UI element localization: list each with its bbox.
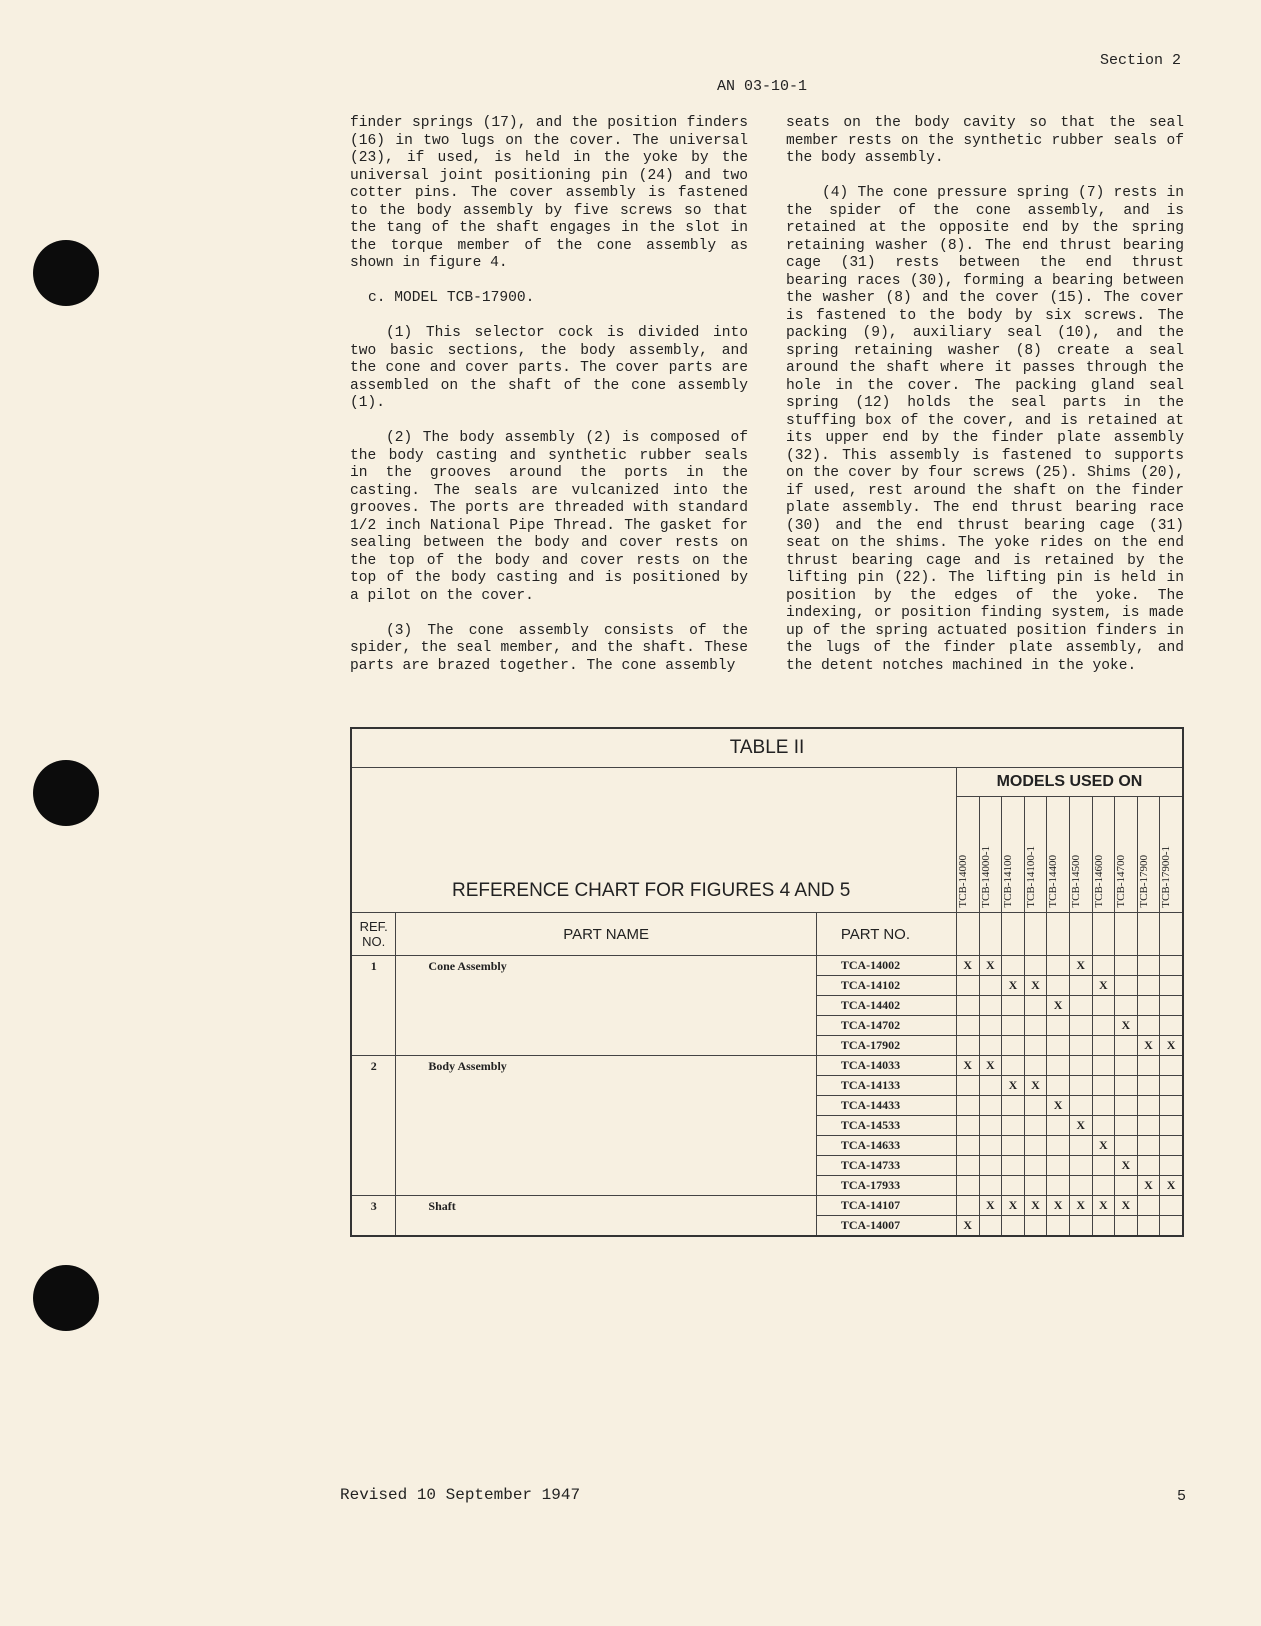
usage-cell <box>1092 976 1115 996</box>
usage-cell <box>1002 976 1025 996</box>
usage-cell <box>956 996 979 1016</box>
usage-cell <box>1137 1056 1160 1076</box>
usage-cell <box>956 1076 979 1096</box>
usage-cell <box>1092 1056 1115 1076</box>
usage-cell <box>1024 1136 1047 1156</box>
usage-cell <box>1024 1156 1047 1176</box>
usage-cell <box>1069 1016 1092 1036</box>
usage-mark: X <box>1144 1178 1153 1192</box>
usage-cell <box>1160 1116 1183 1136</box>
usage-cell <box>1115 1036 1138 1056</box>
usage-mark: X <box>1121 1198 1131 1212</box>
usage-cell <box>1002 1156 1025 1176</box>
usage-cell <box>1047 1096 1070 1116</box>
model-column-header: TCB-14700 <box>1115 855 1128 908</box>
usage-cell <box>1160 1096 1183 1116</box>
binder-hole <box>33 760 99 826</box>
usage-cell <box>1047 1196 1070 1216</box>
usage-cell <box>1137 1036 1160 1056</box>
binder-hole <box>33 240 99 306</box>
usage-mark: X <box>1098 1138 1108 1152</box>
usage-cell <box>1137 1156 1160 1176</box>
model-column-header: TCB-17900 <box>1137 855 1150 908</box>
usage-cell <box>956 956 979 976</box>
usage-cell <box>1115 1156 1138 1176</box>
usage-cell <box>1002 1136 1025 1156</box>
usage-cell <box>1002 1036 1025 1056</box>
part-name: Cone Assembly <box>396 956 816 1056</box>
usage-mark: X <box>1076 1118 1086 1132</box>
usage-cell <box>1024 1216 1047 1237</box>
left-column <box>350 115 748 693</box>
ref-number: 3 <box>351 1196 396 1237</box>
paragraph: (1) This selector cock is divided into two basic sections, the body assembly, and the cone and cover parts. The cover parts are assembled on the shaft of the cone assembly (1). <box>350 325 748 411</box>
usage-cell <box>1115 976 1138 996</box>
usage-cell <box>1115 1216 1138 1237</box>
usage-cell <box>1115 1016 1138 1036</box>
right-column <box>786 115 1184 693</box>
usage-cell <box>1047 996 1070 1016</box>
usage-mark: X <box>963 1218 973 1232</box>
model-column-header: TCB-14600 <box>1092 855 1105 908</box>
model-column-header: TCB-17900-1 <box>1160 846 1173 908</box>
usage-cell <box>1024 1056 1047 1076</box>
usage-cell <box>956 1196 979 1216</box>
usage-cell <box>1115 1136 1138 1156</box>
part-name: Shaft <box>396 1196 816 1237</box>
usage-cell <box>1115 1176 1138 1196</box>
paragraph: (4) The cone pressure spring (7) rests in the spider of the cone assembly, and is retained at the opposite end by the spring retaining washer (8). The end thrust bearing cage (31) rests between the end thrust bearing races (30), forming a bearing between the washer (8) and the cover (15). The cover is fastened to the body by six screws. The packing (9), auxiliary seal (10), and the spring retaining washer (8) create a seal around the shaft where it passes through the hole in the cover. The packing gland seal spring (12) holds the seal parts in the stuffing box of the cover, and is retained at its upper end by the finder plate assembly (32). This assembly is fastened to supports on the cover by four screws (25). Shims (20), if used, rest around the shaft on the finder plate assembly. The end thrust bearing race (30) and the end thrust bearing cage (31) seat on the shims. The yoke rides on the end thrust bearing cage and is retained by the lifting pin (22). The lifting pin is held in position by the edges of the yoke. The indexing, or position finding system, is made up of the spring actuated position finders in the lugs of the finder plate assembly, and the detent notches machined in the yoke. <box>786 185 1184 674</box>
usage-cell <box>1092 996 1115 1016</box>
usage-cell <box>979 1056 1002 1076</box>
usage-cell <box>979 1036 1002 1056</box>
usage-cell <box>1092 1176 1115 1196</box>
usage-mark: X <box>1098 1198 1108 1212</box>
table-row <box>351 1196 1183 1216</box>
binder-hole <box>33 1265 99 1331</box>
usage-cell <box>1160 956 1183 976</box>
usage-cell <box>1002 1176 1025 1196</box>
usage-cell <box>1069 976 1092 996</box>
usage-cell <box>979 976 1002 996</box>
usage-cell <box>1092 1116 1115 1136</box>
usage-cell <box>1047 1156 1070 1176</box>
usage-cell <box>1024 1176 1047 1196</box>
usage-cell <box>1002 1056 1025 1076</box>
ref-number: 2 <box>351 1056 396 1196</box>
col-part-header: PART NO. <box>816 913 956 956</box>
usage-cell <box>1115 1076 1138 1096</box>
usage-mark: X <box>1098 978 1108 992</box>
part-number: TCA-14733 <box>816 1156 956 1176</box>
usage-cell <box>1024 1016 1047 1036</box>
part-number: TCA-17902 <box>816 1036 956 1056</box>
usage-cell <box>979 1216 1002 1237</box>
usage-cell <box>979 1136 1002 1156</box>
usage-cell <box>1092 1016 1115 1036</box>
usage-cell <box>1047 1036 1070 1056</box>
usage-cell <box>1160 1136 1183 1156</box>
usage-mark: X <box>1031 1078 1040 1092</box>
usage-mark: X <box>963 958 973 972</box>
table-subtitle: REFERENCE CHART FOR FIGURES 4 AND 5 <box>351 768 956 913</box>
section-label: Section 2 <box>1100 52 1182 69</box>
usage-mark: X <box>1144 1038 1153 1052</box>
usage-cell <box>1092 956 1115 976</box>
usage-cell <box>979 956 1002 976</box>
usage-mark: X <box>1121 1018 1131 1032</box>
part-number: TCA-17933 <box>816 1176 956 1196</box>
usage-cell <box>1047 976 1070 996</box>
usage-cell <box>956 976 979 996</box>
model-column-header: TCB-14000-1 <box>979 846 992 908</box>
usage-cell <box>1160 1216 1183 1237</box>
usage-cell <box>1069 1076 1092 1096</box>
usage-cell <box>1024 1076 1047 1096</box>
usage-cell <box>956 1056 979 1076</box>
usage-cell <box>1069 1176 1092 1196</box>
usage-cell <box>979 1116 1002 1136</box>
col-name-header: PART NAME <box>396 913 816 956</box>
usage-cell <box>956 1116 979 1136</box>
table-row <box>351 1056 1183 1076</box>
usage-cell <box>1092 1096 1115 1116</box>
usage-cell <box>1024 956 1047 976</box>
usage-mark: X <box>1008 978 1018 992</box>
model-column-header: TCB-14000 <box>956 855 969 908</box>
usage-cell <box>1002 1096 1025 1116</box>
revision-date: Revised 10 September 1947 <box>340 1486 581 1504</box>
usage-cell <box>1047 1016 1070 1036</box>
usage-cell <box>1137 996 1160 1016</box>
usage-cell <box>1069 1156 1092 1176</box>
usage-cell <box>1137 1016 1160 1036</box>
col-ref-header: REF. NO. <box>351 913 396 956</box>
usage-cell <box>1115 1096 1138 1116</box>
page-number: 5 <box>1177 1488 1187 1505</box>
model-column-header: TCB-14500 <box>1069 855 1082 908</box>
usage-cell <box>1160 1176 1183 1196</box>
usage-cell <box>956 1156 979 1176</box>
usage-mark: X <box>985 958 995 972</box>
usage-cell <box>956 1176 979 1196</box>
usage-cell <box>1002 956 1025 976</box>
usage-cell <box>1160 1156 1183 1176</box>
usage-cell <box>1160 1196 1183 1216</box>
usage-mark: X <box>1008 1198 1018 1212</box>
part-number: TCA-14533 <box>816 1116 956 1136</box>
usage-cell <box>1024 996 1047 1016</box>
usage-cell <box>1137 1076 1160 1096</box>
usage-cell <box>1137 976 1160 996</box>
usage-cell <box>1002 1116 1025 1136</box>
usage-cell <box>1002 1196 1025 1216</box>
usage-cell <box>1115 1056 1138 1076</box>
part-number: TCA-14107 <box>816 1196 956 1216</box>
usage-cell <box>1069 1056 1092 1076</box>
usage-cell <box>1160 1016 1183 1036</box>
usage-cell <box>1024 1036 1047 1056</box>
usage-cell <box>1047 1136 1070 1156</box>
usage-cell <box>1069 1036 1092 1056</box>
usage-cell <box>979 1016 1002 1036</box>
usage-cell <box>1002 1016 1025 1036</box>
usage-cell <box>1160 996 1183 1016</box>
usage-cell <box>1137 956 1160 976</box>
part-name: Body Assembly <box>396 1056 816 1196</box>
paragraph: finder springs (17), and the position finders (16) in two lugs on the cover. The universal (23), if used, is held in the yoke by the universal joint positioning pin (24) and two cotter pins. The cover assembly is fastened to the body assembly by five screws so that the tang of the shaft engages in the slot in the torque member of the cone assembly as shown in figure 4. <box>350 115 748 271</box>
usage-cell <box>1115 996 1138 1016</box>
part-number: TCA-14433 <box>816 1096 956 1116</box>
usage-mark: X <box>1008 1078 1018 1092</box>
usage-cell <box>979 1156 1002 1176</box>
usage-cell <box>979 1196 1002 1216</box>
part-number: TCA-14402 <box>816 996 956 1016</box>
usage-cell <box>1069 1136 1092 1156</box>
usage-mark: X <box>1076 958 1086 972</box>
usage-cell <box>1092 1156 1115 1176</box>
usage-cell <box>1115 1196 1138 1216</box>
part-number: TCA-14133 <box>816 1076 956 1096</box>
usage-cell <box>1024 976 1047 996</box>
usage-cell <box>979 1176 1002 1196</box>
usage-mark: X <box>1166 1178 1176 1192</box>
usage-mark: X <box>1166 1038 1176 1052</box>
usage-cell <box>1137 1096 1160 1116</box>
doc-number: AN 03-10-1 <box>717 78 808 95</box>
usage-cell <box>1115 1116 1138 1136</box>
usage-cell <box>1047 1076 1070 1096</box>
model-column-header: TCB-14100 <box>1002 855 1015 908</box>
usage-cell <box>979 1076 1002 1096</box>
reference-table <box>350 727 1184 1237</box>
usage-cell <box>1002 996 1025 1016</box>
usage-mark: X <box>963 1058 973 1072</box>
usage-cell <box>1092 1076 1115 1096</box>
usage-cell <box>1024 1196 1047 1216</box>
usage-cell <box>956 1016 979 1036</box>
usage-cell <box>1069 956 1092 976</box>
usage-cell <box>1137 1116 1160 1136</box>
part-number: TCA-14033 <box>816 1056 956 1076</box>
table-row <box>351 956 1183 976</box>
usage-cell <box>1092 1196 1115 1216</box>
usage-cell <box>1092 1216 1115 1237</box>
table-title: TABLE II <box>351 728 1183 768</box>
part-number: TCA-14102 <box>816 976 956 996</box>
paragraph: seats on the body cavity so that the seal member rests on the synthetic rubber seals of the body assembly. <box>786 115 1184 166</box>
usage-cell <box>956 1036 979 1056</box>
part-number: TCA-14633 <box>816 1136 956 1156</box>
usage-mark: X <box>1053 1198 1063 1212</box>
usage-cell <box>979 996 1002 1016</box>
usage-cell <box>1137 1136 1160 1156</box>
usage-cell <box>1160 976 1183 996</box>
usage-mark: X <box>1053 998 1063 1012</box>
section-heading: c. MODEL TCB-17900. <box>368 290 535 306</box>
usage-cell <box>1069 1116 1092 1136</box>
usage-cell <box>1069 996 1092 1016</box>
usage-mark: X <box>1076 1198 1086 1212</box>
usage-cell <box>1115 956 1138 976</box>
usage-cell <box>956 1096 979 1116</box>
usage-cell <box>1137 1176 1160 1196</box>
usage-cell <box>1137 1196 1160 1216</box>
usage-cell <box>1002 1216 1025 1237</box>
usage-cell <box>1160 1036 1183 1056</box>
models-header: MODELS USED ON <box>956 768 1183 797</box>
usage-cell <box>1092 1036 1115 1056</box>
usage-cell <box>1047 1056 1070 1076</box>
usage-mark: X <box>985 1198 995 1212</box>
usage-mark: X <box>1031 978 1040 992</box>
part-number: TCA-14007 <box>816 1216 956 1237</box>
ref-number: 1 <box>351 956 396 1056</box>
usage-cell <box>1069 1216 1092 1237</box>
paragraph: (3) The cone assembly consists of the spider, the seal member, and the shaft. These parts are brazed together. The cone assembly <box>350 622 748 674</box>
usage-cell <box>1069 1096 1092 1116</box>
usage-cell <box>1069 1196 1092 1216</box>
part-number: TCA-14002 <box>816 956 956 976</box>
usage-cell <box>1047 1176 1070 1196</box>
usage-cell <box>956 1136 979 1156</box>
usage-cell <box>979 1096 1002 1116</box>
usage-cell <box>1024 1096 1047 1116</box>
usage-cell <box>1047 1216 1070 1237</box>
model-column-header: TCB-14400 <box>1047 855 1060 908</box>
paragraph: (2) The body assembly (2) is composed of the body casting and synthetic rubber seals in the grooves around the ports in the casting. The seals are vulcanized into the grooves. The ports are threaded with standard 1/2 inch National Pipe Thread. The gasket for sealing between the body and cover rests on the top of the body and cover rests on the top of the body casting and is positioned by a pilot on the cover. <box>350 430 748 604</box>
usage-mark: X <box>1053 1098 1063 1112</box>
usage-cell <box>1092 1136 1115 1156</box>
usage-cell <box>1002 1076 1025 1096</box>
usage-cell <box>1160 1056 1183 1076</box>
usage-cell <box>1047 956 1070 976</box>
usage-cell <box>1047 1116 1070 1136</box>
part-number: TCA-14702 <box>816 1016 956 1036</box>
usage-cell <box>1160 1076 1183 1096</box>
usage-cell <box>956 1216 979 1237</box>
usage-mark: X <box>1031 1198 1040 1212</box>
usage-mark: X <box>1121 1158 1131 1172</box>
usage-cell <box>1137 1216 1160 1237</box>
model-column-header: TCB-14100-1 <box>1024 846 1037 908</box>
usage-cell <box>1024 1116 1047 1136</box>
usage-mark: X <box>985 1058 995 1072</box>
